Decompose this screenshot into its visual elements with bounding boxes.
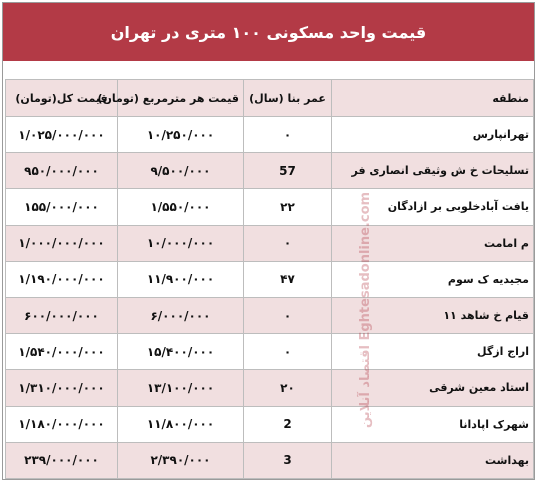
total-price-cell: ۱/۰۲۵/۰۰۰/۰۰۰	[6, 117, 118, 153]
table-header-row	[6, 80, 534, 117]
table-row	[6, 334, 534, 370]
table-row	[6, 261, 534, 297]
price-per-sqm-cell: ۱۰/۲۵۰/۰۰۰	[118, 117, 244, 153]
total-price-cell: ۶۰۰/۰۰۰/۰۰۰	[6, 297, 118, 333]
price-per-sqm-cell: ۱/۵۵۰/۰۰۰	[118, 189, 244, 225]
watermark: اقتصاد آنلاین Eghtesadonline.com	[358, 191, 373, 428]
total-price-cell: ۱/۳۱۰/۰۰۰/۰۰۰	[6, 370, 118, 406]
building-age-cell: ۰	[244, 334, 332, 370]
area-cell: قیام خ شاهد ۱۱	[332, 297, 534, 333]
area-cell: اراج ازگل	[332, 334, 534, 370]
page-frame	[2, 2, 535, 480]
total-price-cell: ۱/۱۹۰/۰۰۰/۰۰۰	[6, 261, 118, 297]
price-per-sqm-cell: ۱۱/۸۰۰/۰۰۰	[118, 406, 244, 442]
building-age-cell: ۲۲	[244, 189, 332, 225]
page-title: قیمت واحد مسکونی ۱۰۰ متری در تهران	[3, 3, 534, 67]
area-cell: بهداشت	[332, 442, 534, 478]
total-price-cell: ۱۵۵/۰۰۰/۰۰۰	[6, 189, 118, 225]
area-cell: شهرک اپادانا	[332, 406, 534, 442]
building-age-cell: ۰	[244, 117, 332, 153]
price-per-sqm-cell: ۱۱/۹۰۰/۰۰۰	[118, 261, 244, 297]
header-area: منطقه	[332, 80, 534, 117]
building-age-cell: ۴۷	[244, 261, 332, 297]
building-age-cell: ۲۰	[244, 370, 332, 406]
building-age-cell: 57	[244, 153, 332, 189]
table-row	[6, 370, 534, 406]
area-cell: م امامت	[332, 225, 534, 261]
building-age-cell: ۰	[244, 225, 332, 261]
table-row	[6, 406, 534, 442]
area-cell: یافت آبادخلوبی بر ازادگان	[332, 189, 534, 225]
price-per-sqm-cell: ۹/۵۰۰/۰۰۰	[118, 153, 244, 189]
total-price-cell: ۱/۵۴۰/۰۰۰/۰۰۰	[6, 334, 118, 370]
area-cell: استاد معین شرقی	[332, 370, 534, 406]
header-building-age: عمر بنا (سال)	[244, 80, 332, 117]
area-cell: تسلیحات خ ش وثیقی انصاری فر	[332, 153, 534, 189]
table-row	[6, 297, 534, 333]
price-per-sqm-cell: ۲/۳۹۰/۰۰۰	[118, 442, 244, 478]
building-age-cell: 2	[244, 406, 332, 442]
building-age-cell: ۰	[244, 297, 332, 333]
header-price-per-sqm: قیمت هر مترمربع (تومان)	[118, 80, 244, 117]
price-per-sqm-cell: ۶/۰۰۰/۰۰۰	[118, 297, 244, 333]
total-price-cell: ۹۵۰/۰۰۰/۰۰۰	[6, 153, 118, 189]
area-cell: تهرانپارس	[332, 117, 534, 153]
building-age-cell: 3	[244, 442, 332, 478]
header-total-price: قیمت کل(تومان)	[6, 80, 118, 117]
table-row	[6, 117, 534, 153]
table-row	[6, 225, 534, 261]
table-row	[6, 442, 534, 478]
total-price-cell: ۱/۰۰۰/۰۰۰/۰۰۰	[6, 225, 118, 261]
area-cell: مجیدیه ک سوم	[332, 261, 534, 297]
table-row	[6, 189, 534, 225]
total-price-cell: ۱/۱۸۰/۰۰۰/۰۰۰	[6, 406, 118, 442]
price-per-sqm-cell: ۱۳/۱۰۰/۰۰۰	[118, 370, 244, 406]
total-price-cell: ۲۳۹/۰۰۰/۰۰۰	[6, 442, 118, 478]
table-row	[6, 153, 534, 189]
price-table	[5, 79, 534, 479]
price-per-sqm-cell: ۱۰/۰۰۰/۰۰۰	[118, 225, 244, 261]
price-per-sqm-cell: ۱۵/۴۰۰/۰۰۰	[118, 334, 244, 370]
